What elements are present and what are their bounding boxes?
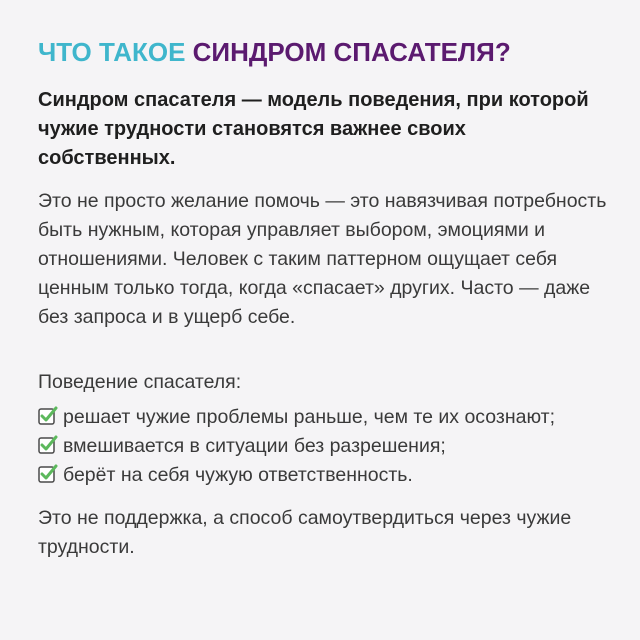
- behaviors-label: Поведение спасателя:: [38, 371, 242, 393]
- list-item: [38, 432, 608, 461]
- green-checkbox-icon: [38, 435, 58, 455]
- list-item-text: берёт на себя чужую ответственность.: [63, 464, 413, 486]
- content: [38, 36, 608, 562]
- green-checkbox-icon: [38, 464, 58, 484]
- list-item: [38, 403, 608, 432]
- lead-paragraph: Синдром спасателя — модель поведения, при которой чужие трудности становятся важнее своих собственных.: [38, 89, 589, 169]
- closing-paragraph: Это не поддержка, а способ самоутвердиться через чужие трудности.: [38, 507, 572, 558]
- behaviors-list: [38, 403, 608, 490]
- body-paragraph: Это не просто желание помочь — это навязчивая потребность быть нужным, которая управляет выбором, эмоциями и отношениями. Человек с таким паттерном ощущает себя ценным только тогда, когда «спасает» других. Часто — даже без запроса и в ущерб себе.: [38, 190, 607, 328]
- green-checkbox-icon: [38, 406, 58, 426]
- list-item-text: вмешивается в ситуации без разрешения;: [63, 435, 446, 457]
- list-item-text: решает чужие проблемы раньше, чем те их осознают;: [63, 406, 556, 428]
- list-item: [38, 461, 608, 490]
- title-part-2: СИНДРОМ СПАСАТЕЛЯ?: [192, 37, 511, 67]
- page-title: [38, 36, 608, 68]
- title-part-1: ЧТО ТАКОЕ: [38, 37, 193, 67]
